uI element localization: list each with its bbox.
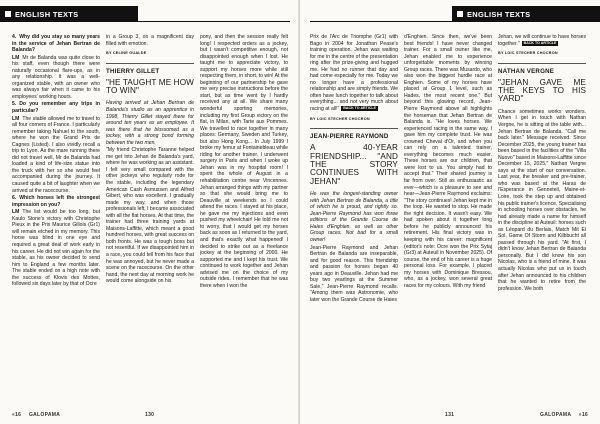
- question-6: 6. Which horses left the strongest impression on you?: [12, 195, 100, 208]
- left-column-1: [12, 34, 100, 400]
- right-header-rule: [310, 21, 452, 22]
- brand-name: GALOPAMA: [540, 412, 572, 418]
- header-square-icon: [5, 11, 11, 17]
- article-body: "My friend Christophe Taranne helped me get into Jehan de Balanda's yard, where he was working as an assistant. I felt very small compared with the other jockeys who regularly rode for the stable, including the legendary American Cash Asmussen and Alfred Gibert, who was excellent. I gradually made my way, and when those professionals left, I became associated with all the flat horses. At that time, the trainer had three training yards at Maisons-Laffitte, which meant a good hundred horses, with great success on both fronts. He was a tough boss but not resentful. If we disappointed him in a race, you could tell from his face that he was annoyed, but he never made a scene on the racecourse. On the other hand, the next day at morning work he would come alongside on his: [106, 147, 194, 285]
- right-column-1: [310, 34, 398, 400]
- column-2-continuation: in a Group 3, on a magnificent day filled with emotion.: [106, 34, 194, 47]
- right-section-header: [452, 6, 600, 22]
- article-body: pony, and then the session really felt long! I respected orders as a jockey, but I wasn't competitive enough, not disappointed enough when I lost. He taught me to appreciate victory, to support my horses more while still respecting them, in short, to win! At the beginning of our partnership he gave me very precise instructions before the start, but as time went by I hardly received any at all. We share many wonderful sporting memories, including my first Group victory on the flat, in Milan, with Tarte aux Pommes. We travelled to race together in many places: Germany, Sweden and Turkey, but also Hong Kong... In July 1999 I broke my femur at Fontainebleau while riding for another trainer. I underwent surgery in Paris and when I woke up Jehan was in my hospital room! I spent the whole of August in a rehabilitation centre near Vincennes. Jehan arranged things with my partner so that she would bring me to Deauville at weekends so I could attend the races. I stayed at his place, he gave me my injections and even pushed my wheelchair! He told me not to worry, that I would get my horses back as soon as I returned to the yard, and that's exactly what happened! I decided to strike out as a freelance jockey at the beginning of 2000. He supported me and I kept his trust. We continued to work together and Jehan advised me on the choice of my outside rides. I remember that he was there when I won the: [200, 34, 288, 289]
- left-section-label: ENGLISH TEXTS: [15, 9, 79, 19]
- answer-4: LM Mr de Balanda was quite close to his staff, even though there were naturally occasional flare-ups, as in any relationship. It was a well-organized stable, with an owner who was always fair when it came to his employees' working hours.: [12, 54, 100, 100]
- interviewee-name: JEAN-PIERRE RAYMOND: [310, 133, 389, 141]
- question-4: 4. Why did you stay so many years in the service of Jehan Bertran de Balanda?: [12, 34, 100, 54]
- left-column-2: [106, 34, 194, 400]
- article-intro: Having arrived at Jehan Bertran de Balanda's studio as an apprentice in 1998, Thierry Gillet stayed there for around ten years as an employee. It was there that he blossomed as a jockey, with a strong bond forming between the two men.: [106, 100, 194, 146]
- brand-name: GALOPAMA: [28, 412, 61, 418]
- answer-5: LM The stable allowed me to travel to all four corners of France. I particularly remember taking Nahuel to the south, where he won the Grand Prix de Cagnes (Listed). I also vividly recall a trip to Lyon. As the mare running there did not travel well, Mr de Balanda had loaded a kind of life-size statue into the truck with her so she would feel accompanied during the journey. It caused quite a bit of laughter when we arrived at the racecourse.: [12, 115, 100, 194]
- right-column-2: [404, 34, 492, 400]
- article-rule: [106, 63, 194, 64]
- right-column-3: [498, 34, 586, 400]
- article-rule: [310, 128, 398, 129]
- interviewee-name: THIERRY GILLET: [106, 67, 160, 75]
- article-body: Prix de l'Arc de Triomphe (Gr1) with Bago in 2004 for Jonathan Pease's training operation. Jehan was waiting for me in the centre of the presentation ring after the prize-giving and hugged me. He had no runner that day and had come especially for me. Today we no longer have a professional relationship and are simply friends. We often have lunch together to talk about everything... and not very much about racing at all!" BACK TO ARTICLE: [310, 34, 398, 113]
- article-headline: "HE TAUGHT ME HOW TO WIN": [106, 77, 194, 96]
- byline: BY LOIC STECHER CHOCRON: [498, 51, 558, 56]
- right-footer: [540, 412, 588, 418]
- article-rule: [498, 63, 586, 64]
- left-section-header: [0, 6, 138, 22]
- article-body: Jehan, we will continue to have horses together." BACK TO ARTICLE: [498, 34, 586, 47]
- question-5: 5. Do you remember any trips in particular?: [12, 101, 100, 115]
- right-section-label: ENGLISH TEXTS: [467, 9, 531, 19]
- article-headline: "JEHAN GAVE ME THE KEYS TO HIS YARD": [498, 77, 586, 104]
- page-marker: »16: [578, 412, 588, 418]
- back-to-article-button[interactable]: BACK TO ARTICLE: [523, 40, 557, 45]
- left-header-rule: [138, 21, 290, 22]
- article-intro: He was the longest-standing owner with Jehan Bertran de Balanda, a title of which he is proud, and rightly so. Jean-Pierre Raymond has won three editions of the Grande Course de Haies d'Enghien, as well as other Group races. Not bad for a small owner!: [310, 191, 398, 243]
- answer-6: LM The list would be too long, but Kaulo Stone's victory with Christophe Pieux in the Prix Maurice Gillois (Gr1) will remain etched in my memory. This horse was blind in one eye and required a great deal of work early in his career. He did not win again for the stable, as his owner decided to send him to England a few months later. The stable ended on a high note with the success of Klovis des Mottes, followed six days later by that of Ocre: [12, 209, 100, 288]
- article-body: d'Enghien. Since then, we've been best friends! I have never changed trainer. For a small owner like me, Jehan enabled me to experience unforgettable moments by winning Group races. There was Musardo, who also won the biggest hurdle race at Enghien. Some of my horses have placed at Group 1 level, such as Hades, the most recent one." But beyond this glowing record, Jean-Pierre Raymond above all highlights the horseman that Jehan Bertran de Balanda is. "He loves horses. We experienced racing in the same way. I gave him my complete trust. He was crowned Cheval d'Or, and when you can rely on a talented trainer, everything becomes much easier. These horses are our children, that were lost to us. You simply had to accept that." Their shared journey is far from over. Still as enthusiastic as ever—which is a pleasure to see and hear—Jean-Pierre Raymond exclaims: "The story continues! Jehan kept me in the loop. He wanted to stop. He made the right decision. It wasn't easy. We had spoken about it together long before he publicly announced his retirement. His final victory was in keeping with his career: magnificent (editor's note: Ocre won the Prix Sytaj (Gr3) at Auteuil in November 2025). Of course, the end of his career is a huge personal loss. For example, I placed my horses with Dominique Bressou, who, as a jockey, won several great races for my colours. With my friend: [404, 34, 492, 289]
- interviewee-name: NATHAN VERGNE: [498, 67, 555, 75]
- page-marker: «16: [12, 412, 22, 418]
- byline: BY CELINE GUALDE: [106, 51, 147, 56]
- back-to-article-button[interactable]: BACK TO ARTICLE: [343, 106, 377, 111]
- article-body: Chance sometimes works wonders. When I get in touch with Nathan Vergne, he is sitting at the table with... Jehan Bertran de Balanda. "Call me back later." Message received. Since December 2025, the young trainer has been based in the facilities of the "Villa Nuovo" based in Maisons-Laffitte since December 15, 2025," Nathan Vergne says at the start of our conversation. Last year, the breaker and pre-trainer, who was based at the Haras de l'Esperance in Genneteil, Maine-et-Loire, took the step up and obtained his public trainer's licence. Specialising in schooling horses over obstacles, he had already made a name for himself in the discipline at Auteuil: horses such as Léopard du Berlais, Match Mit El Sol, Game Of Storm and Kilbbucht all passed through his yard. "At first, I didn't know Jehan Bertran de Balanda personally. But I did know his son Nicolas, who is a friend of mine. It was actually Nicolas who put us in touch after Jehan announced to his children that he wanted to retire from the profession. We both: [498, 108, 586, 292]
- left-footer: [12, 412, 60, 418]
- article-body: Jean-Pierre Raymond and Jehan Bertran de Balanda are inseparable, and for good reason. This friendship and passion for horses began 40 years ago in Deauville. Jehan had me buy two yearlings at the Summer Sale," Jean-Pierre Raymond recalls. "Among them was Astronomie, who later won the Grande Course de Haies: [310, 244, 398, 303]
- page-number: 131: [445, 412, 455, 418]
- left-column-3: [200, 34, 288, 400]
- article-headline: A 40-YEAR FRIENDSHIP... "AND THE STORY CONTINUES WITH JEHAN": [310, 143, 398, 186]
- byline: BY LOIC STECHER CHOCRON: [310, 116, 370, 121]
- right-page: [300, 0, 600, 424]
- page-number: 130: [145, 412, 155, 418]
- header-square-icon: [457, 11, 463, 17]
